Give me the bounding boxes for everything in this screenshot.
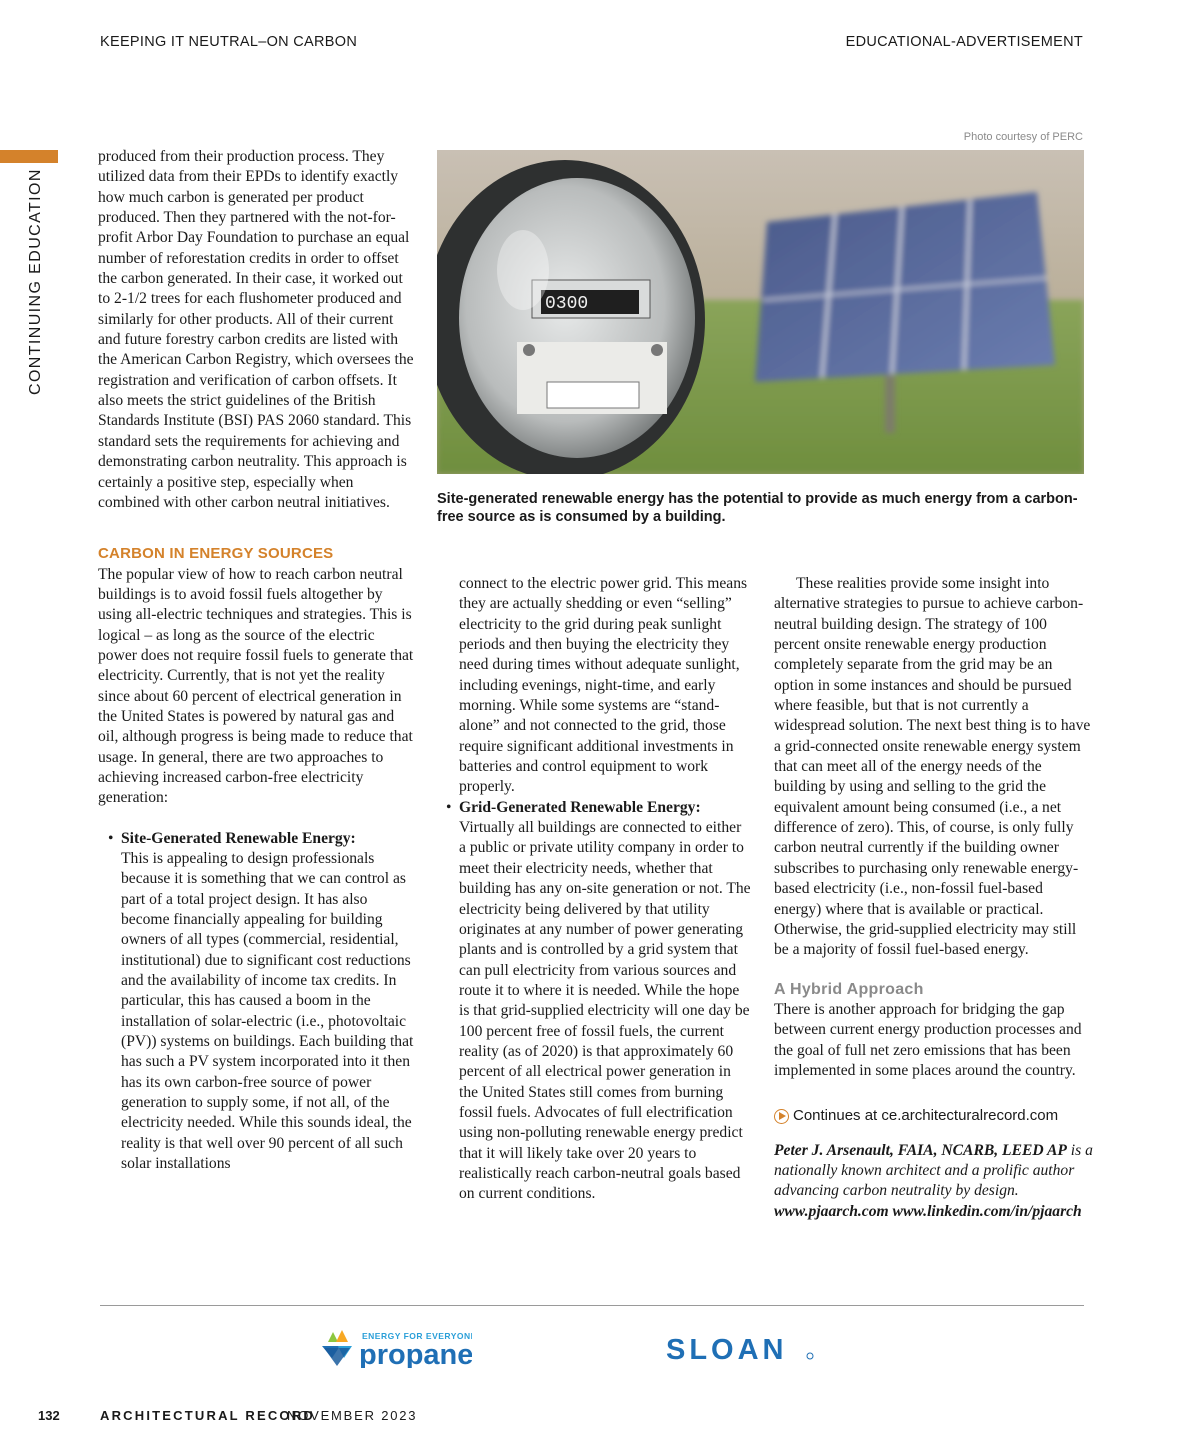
- author-bio: [774, 1141, 1094, 1222]
- sidebar-section-label: CONTINUING EDUCATION: [27, 168, 44, 395]
- play-arrow-icon: [774, 1109, 789, 1124]
- body-paragraph: The popular view of how to reach carbon neutral buildings is to avoid fossil fuels altogether by using all-electric techniques and strategies. This is logical – as long as the source of the electric power does not require fossil fuels to generate that electricity. Currently, that is not yet the reality since about 60 percent of electrical generation in the United States is powered by natural gas and oil, although progress is being made to reduce that usage. In general, there are two approaches to achieving increased carbon-free electricity generation:: [98, 565, 414, 807]
- sloan-logo: [666, 1334, 816, 1369]
- propane-logo: [322, 1328, 472, 1373]
- author-description: a nationally known architect and a prolific author advancing carbon neutrality by design.: [774, 1141, 1093, 1200]
- solar-meter-photo: [437, 150, 1084, 474]
- photo-caption: Site-generated renewable energy has the potential to provide as much energy from a carbon-free source as is consumed by a building.: [437, 491, 1078, 525]
- footer-divider: [100, 1305, 1084, 1306]
- bullet-marker: •: [446, 798, 452, 816]
- bullet-marker: •: [108, 829, 114, 847]
- issue-date: NOVEMBER 2023: [287, 1408, 418, 1423]
- propane-tagline: ENERGY FOR EVERYONE: [362, 1331, 472, 1341]
- section-heading: CARBON IN ENERGY SOURCES: [98, 545, 334, 563]
- bullet-title: Site-Generated Renewable Energy:: [121, 829, 356, 847]
- continues-link[interactable]: [774, 1106, 1094, 1126]
- section-marker-bar: [0, 150, 58, 163]
- body-paragraph: These realities provide some insight into alternative strategies to pursue to achieve carbon-neutral building design. The strategy of 100 percent onsite renewable energy production completely separate from the grid may be an option in some instances and should be pursued where feasible, but that is not currently a widespread solution. The next best thing is to have a grid-connected onsite renewable energy system that can meet all of the energy needs of the building by using and selling to the grid the equivalent amount being consumed (i.e., a net difference of zero). This, of course, is only fully carbon neutral currently if the building owner subscribes to purchasing only renewable energy-based electricity (i.e., non-fossil fuel-based energy) where that is available or practical. Otherwise, the grid-supplied electricity may still be a majority of fossil fuel-based energy.: [774, 575, 1091, 959]
- bullet-text: This is appealing to design professionals because it is something that we can control as part of a total project design. It has also become financially appealing for building owners of all types (commercial, residential, institutional) due to significant cost reductions and the availability of income tax credits. In particular, this has caused a boom in the installation of solar-electric (i.e., photovoltaic (PV)) systems on buildings. Each building that has such a PV system incorporated into it then has its own carbon-free source of power generation to supply some, if not all, of the electricity needed. While this sounds ideal, the reality is that well over 90 percent of all such solar installations: [121, 850, 414, 1173]
- propane-wordmark: propane: [359, 1339, 472, 1368]
- article-column-3: [774, 574, 1094, 1222]
- bullet-title: Grid-Generated Renewable Energy:: [459, 798, 701, 816]
- article-column-1: [98, 147, 416, 1175]
- subsection-heading: A Hybrid Approach: [774, 980, 924, 998]
- author-name: Peter J. Arsenault, FAIA, NCARB, LEED AP: [774, 1141, 1067, 1159]
- bullet-item: [98, 829, 416, 1175]
- bullet-item: [436, 798, 751, 1205]
- author-links[interactable]: www.pjaarch.com www.linkedin.com/in/pjaarch: [774, 1202, 1082, 1220]
- article-column-2: [446, 574, 751, 1205]
- author-is: is: [1066, 1141, 1082, 1159]
- running-header-label: EDUCATIONAL-ADVERTISEMENT: [845, 34, 1083, 50]
- publication-name: ARCHITECTURAL RECORD: [100, 1408, 315, 1423]
- body-paragraph: produced from their production process. They utilized data from their EPDs to identify exactly how much carbon is generated per product produced. Then they partnered with the not-for-profit Arbor Day Foundation to purchase an equal number of reforestation credits in order to offset the carbon generated. In their case, it worked out to 2-1/2 trees for each flushometer produced and similarly for other products. All of their current and future forestry carbon credits are listed with the American Carbon Registry, which oversees the registration and verification of carbon offsets. It also meets the strict guidelines of the British Standards Institute (BSI) PAS 2060 standard. This standard sets the requirements for achieving and demonstrating carbon neutrality. This approach is certainly a positive step, especially when combined with other carbon neutral initiatives.: [98, 148, 414, 511]
- body-paragraph: There is another approach for bridging the gap between current energy production processes and the goal of full net zero emissions that has been implemented in some places around the country.: [774, 1000, 1082, 1079]
- photo-credit: Photo courtesy of PERC: [963, 131, 1083, 143]
- running-header-title: KEEPING IT NEUTRAL–ON CARBON: [100, 34, 358, 50]
- bullet-text: Virtually all buildings are connected to either a public or private utility company in order to meet their electricity needs, whether that building has any on-site generation or not. The electricity being delivered by that utility originates at any number of power generating plants and is controlled by a grid system that can pull electricity from various sources and route it to where it is needed. While the hope is that grid-supplied electricity will one day be 100 percent free of fossil fuels, the current reality (as of 2020) is that approximately 60 percent of all electrical power generation in the United States still comes from burning fossil fuels. Advocates of full electrification using non-polluting renewable energy predict that it will likely take over 20 years to realistically reach carbon-neutral goals based on current conditions.: [459, 819, 751, 1203]
- body-paragraph: connect to the electric power grid. This means they are actually shedding or even “selling” electricity to the grid during peak sunlight periods and then buying the electricity they need during times without adequate sunlight, including evenings, night-time, and early morning. While some systems are “stand-alone” and not connected to the grid, those require significant additional investments in batteries and control equipment to work properly.: [459, 575, 748, 796]
- page-number: 132: [38, 1408, 60, 1423]
- sloan-wordmark: SLOAN: [666, 1334, 788, 1364]
- meter-digits: 0300: [545, 294, 589, 314]
- continues-link-text[interactable]: Continues at ce.architecturalrecord.com: [793, 1107, 1059, 1125]
